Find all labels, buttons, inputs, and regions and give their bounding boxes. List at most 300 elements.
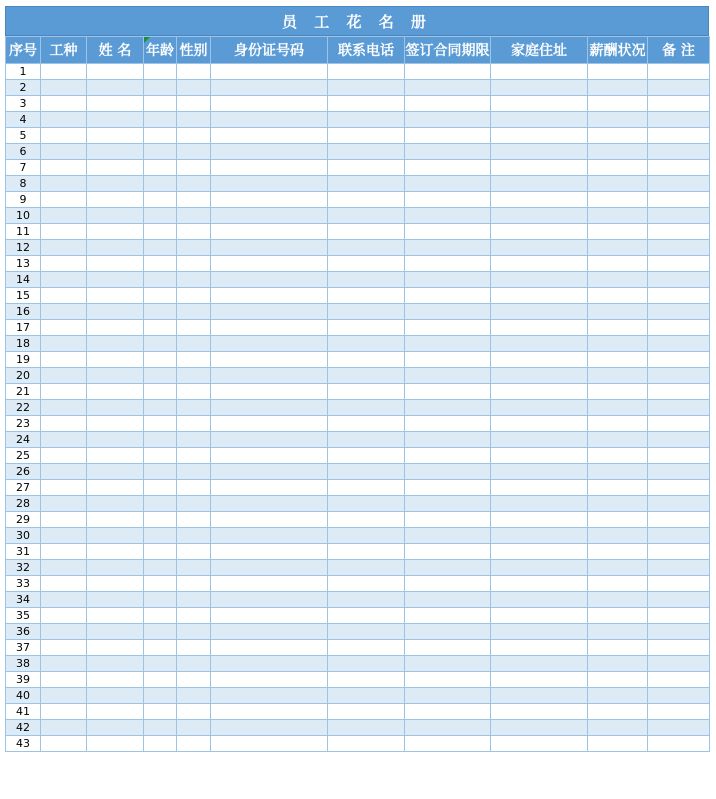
table-cell[interactable] bbox=[491, 144, 588, 160]
table-cell[interactable] bbox=[211, 208, 328, 224]
table-cell[interactable] bbox=[405, 240, 491, 256]
table-cell[interactable] bbox=[405, 608, 491, 624]
table-cell[interactable] bbox=[87, 192, 144, 208]
table-cell[interactable] bbox=[211, 528, 328, 544]
table-cell[interactable] bbox=[87, 176, 144, 192]
table-cell[interactable] bbox=[405, 96, 491, 112]
row-number-cell[interactable]: 20 bbox=[6, 368, 41, 384]
table-cell[interactable] bbox=[144, 336, 177, 352]
row-number-cell[interactable]: 12 bbox=[6, 240, 41, 256]
table-cell[interactable] bbox=[588, 464, 648, 480]
table-cell[interactable] bbox=[144, 432, 177, 448]
table-cell[interactable] bbox=[144, 640, 177, 656]
table-cell[interactable] bbox=[648, 208, 710, 224]
table-cell[interactable] bbox=[405, 192, 491, 208]
table-cell[interactable] bbox=[177, 496, 211, 512]
table-cell[interactable] bbox=[41, 384, 87, 400]
table-cell[interactable] bbox=[648, 448, 710, 464]
table-cell[interactable] bbox=[41, 368, 87, 384]
row-number-cell[interactable]: 40 bbox=[6, 688, 41, 704]
table-cell[interactable] bbox=[328, 288, 405, 304]
row-number-cell[interactable]: 13 bbox=[6, 256, 41, 272]
table-cell[interactable] bbox=[41, 64, 87, 80]
row-number-cell[interactable]: 4 bbox=[6, 112, 41, 128]
table-cell[interactable] bbox=[144, 320, 177, 336]
table-cell[interactable] bbox=[648, 272, 710, 288]
table-cell[interactable] bbox=[588, 640, 648, 656]
table-cell[interactable] bbox=[491, 656, 588, 672]
table-cell[interactable] bbox=[588, 576, 648, 592]
table-cell[interactable] bbox=[328, 672, 405, 688]
table-cell[interactable] bbox=[177, 464, 211, 480]
table-cell[interactable] bbox=[211, 432, 328, 448]
table-cell[interactable] bbox=[177, 384, 211, 400]
table-cell[interactable] bbox=[648, 80, 710, 96]
row-number-cell[interactable]: 1 bbox=[6, 64, 41, 80]
table-cell[interactable] bbox=[405, 416, 491, 432]
table-cell[interactable] bbox=[405, 480, 491, 496]
table-cell[interactable] bbox=[87, 720, 144, 736]
row-number-cell[interactable]: 32 bbox=[6, 560, 41, 576]
table-cell[interactable] bbox=[491, 720, 588, 736]
table-cell[interactable] bbox=[328, 736, 405, 752]
table-cell[interactable] bbox=[41, 448, 87, 464]
table-cell[interactable] bbox=[588, 656, 648, 672]
table-cell[interactable] bbox=[177, 544, 211, 560]
col-header-contract-term[interactable]: 签订合同期限 bbox=[405, 37, 491, 64]
table-cell[interactable] bbox=[405, 464, 491, 480]
table-cell[interactable] bbox=[177, 160, 211, 176]
table-cell[interactable] bbox=[648, 496, 710, 512]
table-cell[interactable] bbox=[211, 256, 328, 272]
table-cell[interactable] bbox=[177, 528, 211, 544]
row-number-cell[interactable]: 38 bbox=[6, 656, 41, 672]
table-cell[interactable] bbox=[405, 272, 491, 288]
table-cell[interactable] bbox=[177, 736, 211, 752]
table-cell[interactable] bbox=[405, 288, 491, 304]
row-number-cell[interactable]: 29 bbox=[6, 512, 41, 528]
table-cell[interactable] bbox=[177, 368, 211, 384]
table-cell[interactable] bbox=[328, 384, 405, 400]
table-cell[interactable] bbox=[41, 640, 87, 656]
table-cell[interactable] bbox=[177, 64, 211, 80]
table-cell[interactable] bbox=[328, 512, 405, 528]
table-cell[interactable] bbox=[144, 368, 177, 384]
table-cell[interactable] bbox=[41, 320, 87, 336]
table-cell[interactable] bbox=[328, 464, 405, 480]
table-cell[interactable] bbox=[41, 528, 87, 544]
table-cell[interactable] bbox=[405, 176, 491, 192]
table-cell[interactable] bbox=[87, 736, 144, 752]
table-cell[interactable] bbox=[211, 560, 328, 576]
table-cell[interactable] bbox=[491, 432, 588, 448]
table-cell[interactable] bbox=[211, 80, 328, 96]
table-cell[interactable] bbox=[405, 720, 491, 736]
table-cell[interactable] bbox=[41, 720, 87, 736]
table-cell[interactable] bbox=[144, 272, 177, 288]
table-cell[interactable] bbox=[405, 64, 491, 80]
table-cell[interactable] bbox=[177, 608, 211, 624]
table-cell[interactable] bbox=[491, 672, 588, 688]
table-cell[interactable] bbox=[87, 208, 144, 224]
table-cell[interactable] bbox=[328, 400, 405, 416]
table-cell[interactable] bbox=[87, 576, 144, 592]
table-cell[interactable] bbox=[648, 192, 710, 208]
table-cell[interactable] bbox=[211, 176, 328, 192]
table-cell[interactable] bbox=[405, 304, 491, 320]
table-cell[interactable] bbox=[328, 336, 405, 352]
table-cell[interactable] bbox=[405, 320, 491, 336]
table-cell[interactable] bbox=[648, 544, 710, 560]
col-header-seq[interactable]: 序号 bbox=[6, 37, 41, 64]
table-cell[interactable] bbox=[211, 672, 328, 688]
table-cell[interactable] bbox=[41, 112, 87, 128]
table-cell[interactable] bbox=[87, 64, 144, 80]
table-cell[interactable] bbox=[144, 288, 177, 304]
table-cell[interactable] bbox=[491, 240, 588, 256]
table-cell[interactable] bbox=[211, 368, 328, 384]
table-cell[interactable] bbox=[588, 144, 648, 160]
table-cell[interactable] bbox=[211, 336, 328, 352]
table-cell[interactable] bbox=[211, 592, 328, 608]
table-cell[interactable] bbox=[328, 176, 405, 192]
table-cell[interactable] bbox=[41, 240, 87, 256]
table-cell[interactable] bbox=[144, 672, 177, 688]
table-cell[interactable] bbox=[177, 480, 211, 496]
table-cell[interactable] bbox=[491, 640, 588, 656]
table-cell[interactable] bbox=[491, 496, 588, 512]
table-cell[interactable] bbox=[41, 176, 87, 192]
table-cell[interactable] bbox=[177, 704, 211, 720]
table-cell[interactable] bbox=[144, 384, 177, 400]
table-cell[interactable] bbox=[41, 624, 87, 640]
table-cell[interactable] bbox=[41, 576, 87, 592]
table-cell[interactable] bbox=[588, 624, 648, 640]
table-cell[interactable] bbox=[328, 416, 405, 432]
table-cell[interactable] bbox=[648, 64, 710, 80]
table-cell[interactable] bbox=[328, 592, 405, 608]
table-cell[interactable] bbox=[588, 512, 648, 528]
table-cell[interactable] bbox=[328, 160, 405, 176]
table-cell[interactable] bbox=[491, 624, 588, 640]
table-cell[interactable] bbox=[87, 608, 144, 624]
table-cell[interactable] bbox=[491, 96, 588, 112]
table-cell[interactable] bbox=[491, 336, 588, 352]
table-cell[interactable] bbox=[648, 336, 710, 352]
row-number-cell[interactable]: 22 bbox=[6, 400, 41, 416]
col-header-salary[interactable]: 薪酬状况 bbox=[588, 37, 648, 64]
table-cell[interactable] bbox=[177, 656, 211, 672]
table-cell[interactable] bbox=[177, 400, 211, 416]
table-cell[interactable] bbox=[87, 336, 144, 352]
table-cell[interactable] bbox=[41, 512, 87, 528]
col-header-age[interactable] bbox=[144, 37, 177, 64]
table-cell[interactable] bbox=[144, 128, 177, 144]
table-cell[interactable] bbox=[405, 208, 491, 224]
table-cell[interactable] bbox=[177, 192, 211, 208]
table-cell[interactable] bbox=[405, 448, 491, 464]
table-cell[interactable] bbox=[588, 720, 648, 736]
table-cell[interactable] bbox=[405, 256, 491, 272]
row-number-cell[interactable]: 19 bbox=[6, 352, 41, 368]
table-cell[interactable] bbox=[87, 400, 144, 416]
row-number-cell[interactable]: 5 bbox=[6, 128, 41, 144]
table-cell[interactable] bbox=[211, 384, 328, 400]
table-cell[interactable] bbox=[177, 176, 211, 192]
table-cell[interactable] bbox=[41, 192, 87, 208]
row-number-cell[interactable]: 27 bbox=[6, 480, 41, 496]
table-cell[interactable] bbox=[491, 384, 588, 400]
table-cell[interactable] bbox=[87, 128, 144, 144]
row-number-cell[interactable]: 41 bbox=[6, 704, 41, 720]
row-number-cell[interactable]: 23 bbox=[6, 416, 41, 432]
table-cell[interactable] bbox=[177, 256, 211, 272]
table-cell[interactable] bbox=[588, 416, 648, 432]
table-cell[interactable] bbox=[648, 560, 710, 576]
table-cell[interactable] bbox=[588, 240, 648, 256]
table-cell[interactable] bbox=[491, 448, 588, 464]
table-cell[interactable] bbox=[328, 624, 405, 640]
table-cell[interactable] bbox=[588, 224, 648, 240]
table-cell[interactable] bbox=[328, 480, 405, 496]
table-cell[interactable] bbox=[41, 224, 87, 240]
table-cell[interactable] bbox=[648, 656, 710, 672]
row-number-cell[interactable]: 9 bbox=[6, 192, 41, 208]
table-cell[interactable] bbox=[491, 112, 588, 128]
table-cell[interactable] bbox=[648, 688, 710, 704]
table-cell[interactable] bbox=[491, 704, 588, 720]
table-cell[interactable] bbox=[144, 304, 177, 320]
table-cell[interactable] bbox=[211, 400, 328, 416]
table-cell[interactable] bbox=[328, 576, 405, 592]
table-cell[interactable] bbox=[405, 592, 491, 608]
table-cell[interactable] bbox=[588, 544, 648, 560]
table-cell[interactable] bbox=[405, 640, 491, 656]
table-cell[interactable] bbox=[87, 304, 144, 320]
table-cell[interactable] bbox=[405, 80, 491, 96]
table-cell[interactable] bbox=[328, 144, 405, 160]
table-cell[interactable] bbox=[177, 208, 211, 224]
table-cell[interactable] bbox=[328, 640, 405, 656]
table-cell[interactable] bbox=[87, 320, 144, 336]
table-cell[interactable] bbox=[87, 256, 144, 272]
table-cell[interactable] bbox=[588, 272, 648, 288]
table-cell[interactable] bbox=[177, 720, 211, 736]
table-cell[interactable] bbox=[211, 640, 328, 656]
table-cell[interactable] bbox=[177, 80, 211, 96]
table-cell[interactable] bbox=[41, 608, 87, 624]
row-number-cell[interactable]: 18 bbox=[6, 336, 41, 352]
table-cell[interactable] bbox=[491, 272, 588, 288]
table-cell[interactable] bbox=[648, 320, 710, 336]
table-cell[interactable] bbox=[648, 96, 710, 112]
table-cell[interactable] bbox=[405, 576, 491, 592]
table-cell[interactable] bbox=[648, 464, 710, 480]
table-cell[interactable] bbox=[144, 512, 177, 528]
table-cell[interactable] bbox=[144, 656, 177, 672]
table-cell[interactable] bbox=[491, 128, 588, 144]
table-cell[interactable] bbox=[588, 336, 648, 352]
table-cell[interactable] bbox=[648, 512, 710, 528]
table-cell[interactable] bbox=[588, 560, 648, 576]
table-cell[interactable] bbox=[588, 160, 648, 176]
table-cell[interactable] bbox=[144, 208, 177, 224]
table-cell[interactable] bbox=[588, 320, 648, 336]
table-cell[interactable] bbox=[328, 352, 405, 368]
table-cell[interactable] bbox=[328, 96, 405, 112]
table-cell[interactable] bbox=[144, 192, 177, 208]
table-cell[interactable] bbox=[41, 144, 87, 160]
table-cell[interactable] bbox=[211, 64, 328, 80]
table-cell[interactable] bbox=[87, 160, 144, 176]
table-cell[interactable] bbox=[177, 304, 211, 320]
row-number-cell[interactable]: 7 bbox=[6, 160, 41, 176]
table-cell[interactable] bbox=[491, 160, 588, 176]
table-cell[interactable] bbox=[144, 624, 177, 640]
table-cell[interactable] bbox=[328, 432, 405, 448]
table-cell[interactable] bbox=[87, 288, 144, 304]
row-number-cell[interactable]: 25 bbox=[6, 448, 41, 464]
table-cell[interactable] bbox=[648, 368, 710, 384]
table-cell[interactable] bbox=[648, 592, 710, 608]
table-cell[interactable] bbox=[177, 288, 211, 304]
table-cell[interactable] bbox=[87, 112, 144, 128]
table-cell[interactable] bbox=[648, 736, 710, 752]
table-cell[interactable] bbox=[405, 400, 491, 416]
table-cell[interactable] bbox=[588, 432, 648, 448]
table-cell[interactable] bbox=[328, 448, 405, 464]
row-number-cell[interactable]: 39 bbox=[6, 672, 41, 688]
table-cell[interactable] bbox=[144, 560, 177, 576]
table-cell[interactable] bbox=[588, 112, 648, 128]
table-cell[interactable] bbox=[144, 736, 177, 752]
table-cell[interactable] bbox=[87, 560, 144, 576]
table-cell[interactable] bbox=[144, 528, 177, 544]
table-cell[interactable] bbox=[405, 672, 491, 688]
table-cell[interactable] bbox=[648, 240, 710, 256]
table-cell[interactable] bbox=[405, 736, 491, 752]
table-cell[interactable] bbox=[491, 560, 588, 576]
table-cell[interactable] bbox=[328, 112, 405, 128]
table-cell[interactable] bbox=[491, 256, 588, 272]
table-cell[interactable] bbox=[211, 320, 328, 336]
table-cell[interactable] bbox=[177, 448, 211, 464]
row-number-cell[interactable]: 15 bbox=[6, 288, 41, 304]
table-cell[interactable] bbox=[41, 464, 87, 480]
table-cell[interactable] bbox=[491, 416, 588, 432]
table-cell[interactable] bbox=[491, 544, 588, 560]
table-cell[interactable] bbox=[491, 480, 588, 496]
table-cell[interactable] bbox=[177, 512, 211, 528]
table-cell[interactable] bbox=[41, 496, 87, 512]
row-number-cell[interactable]: 8 bbox=[6, 176, 41, 192]
table-cell[interactable] bbox=[648, 224, 710, 240]
table-cell[interactable] bbox=[588, 736, 648, 752]
table-cell[interactable] bbox=[491, 512, 588, 528]
table-cell[interactable] bbox=[328, 704, 405, 720]
table-cell[interactable] bbox=[41, 592, 87, 608]
table-cell[interactable] bbox=[588, 208, 648, 224]
table-cell[interactable] bbox=[648, 384, 710, 400]
table-cell[interactable] bbox=[211, 224, 328, 240]
table-cell[interactable] bbox=[211, 352, 328, 368]
table-cell[interactable] bbox=[328, 256, 405, 272]
row-number-cell[interactable]: 21 bbox=[6, 384, 41, 400]
table-cell[interactable] bbox=[211, 416, 328, 432]
table-cell[interactable] bbox=[491, 288, 588, 304]
table-cell[interactable] bbox=[41, 96, 87, 112]
table-cell[interactable] bbox=[177, 240, 211, 256]
table-cell[interactable] bbox=[328, 128, 405, 144]
table-cell[interactable] bbox=[648, 432, 710, 448]
row-number-cell[interactable]: 11 bbox=[6, 224, 41, 240]
table-cell[interactable] bbox=[177, 224, 211, 240]
table-cell[interactable] bbox=[405, 224, 491, 240]
table-cell[interactable] bbox=[211, 736, 328, 752]
table-cell[interactable] bbox=[491, 320, 588, 336]
table-cell[interactable] bbox=[328, 688, 405, 704]
row-number-cell[interactable]: 36 bbox=[6, 624, 41, 640]
table-cell[interactable] bbox=[405, 688, 491, 704]
table-cell[interactable] bbox=[87, 448, 144, 464]
table-cell[interactable] bbox=[648, 576, 710, 592]
table-cell[interactable] bbox=[144, 720, 177, 736]
table-cell[interactable] bbox=[328, 272, 405, 288]
table-cell[interactable] bbox=[648, 304, 710, 320]
table-cell[interactable] bbox=[491, 528, 588, 544]
table-cell[interactable] bbox=[87, 480, 144, 496]
table-cell[interactable] bbox=[648, 400, 710, 416]
table-cell[interactable] bbox=[177, 624, 211, 640]
row-number-cell[interactable]: 42 bbox=[6, 720, 41, 736]
table-cell[interactable] bbox=[588, 480, 648, 496]
table-cell[interactable] bbox=[177, 560, 211, 576]
table-cell[interactable] bbox=[328, 656, 405, 672]
table-cell[interactable] bbox=[144, 112, 177, 128]
table-cell[interactable] bbox=[177, 128, 211, 144]
row-number-cell[interactable]: 43 bbox=[6, 736, 41, 752]
table-cell[interactable] bbox=[41, 336, 87, 352]
table-cell[interactable] bbox=[41, 544, 87, 560]
table-cell[interactable] bbox=[87, 496, 144, 512]
table-cell[interactable] bbox=[648, 704, 710, 720]
table-cell[interactable] bbox=[648, 176, 710, 192]
row-number-cell[interactable]: 2 bbox=[6, 80, 41, 96]
table-cell[interactable] bbox=[177, 432, 211, 448]
table-cell[interactable] bbox=[648, 624, 710, 640]
table-cell[interactable] bbox=[177, 320, 211, 336]
table-cell[interactable] bbox=[87, 688, 144, 704]
table-cell[interactable] bbox=[41, 704, 87, 720]
table-cell[interactable] bbox=[87, 240, 144, 256]
table-cell[interactable] bbox=[177, 592, 211, 608]
table-cell[interactable] bbox=[328, 528, 405, 544]
table-cell[interactable] bbox=[211, 448, 328, 464]
table-cell[interactable] bbox=[328, 64, 405, 80]
table-cell[interactable] bbox=[588, 352, 648, 368]
table-cell[interactable] bbox=[328, 560, 405, 576]
table-cell[interactable] bbox=[648, 352, 710, 368]
table-cell[interactable] bbox=[87, 656, 144, 672]
table-cell[interactable] bbox=[648, 144, 710, 160]
table-cell[interactable] bbox=[211, 480, 328, 496]
table-cell[interactable] bbox=[588, 496, 648, 512]
table-cell[interactable] bbox=[405, 528, 491, 544]
table-cell[interactable] bbox=[491, 64, 588, 80]
table-cell[interactable] bbox=[144, 160, 177, 176]
table-cell[interactable] bbox=[144, 352, 177, 368]
table-cell[interactable] bbox=[177, 352, 211, 368]
